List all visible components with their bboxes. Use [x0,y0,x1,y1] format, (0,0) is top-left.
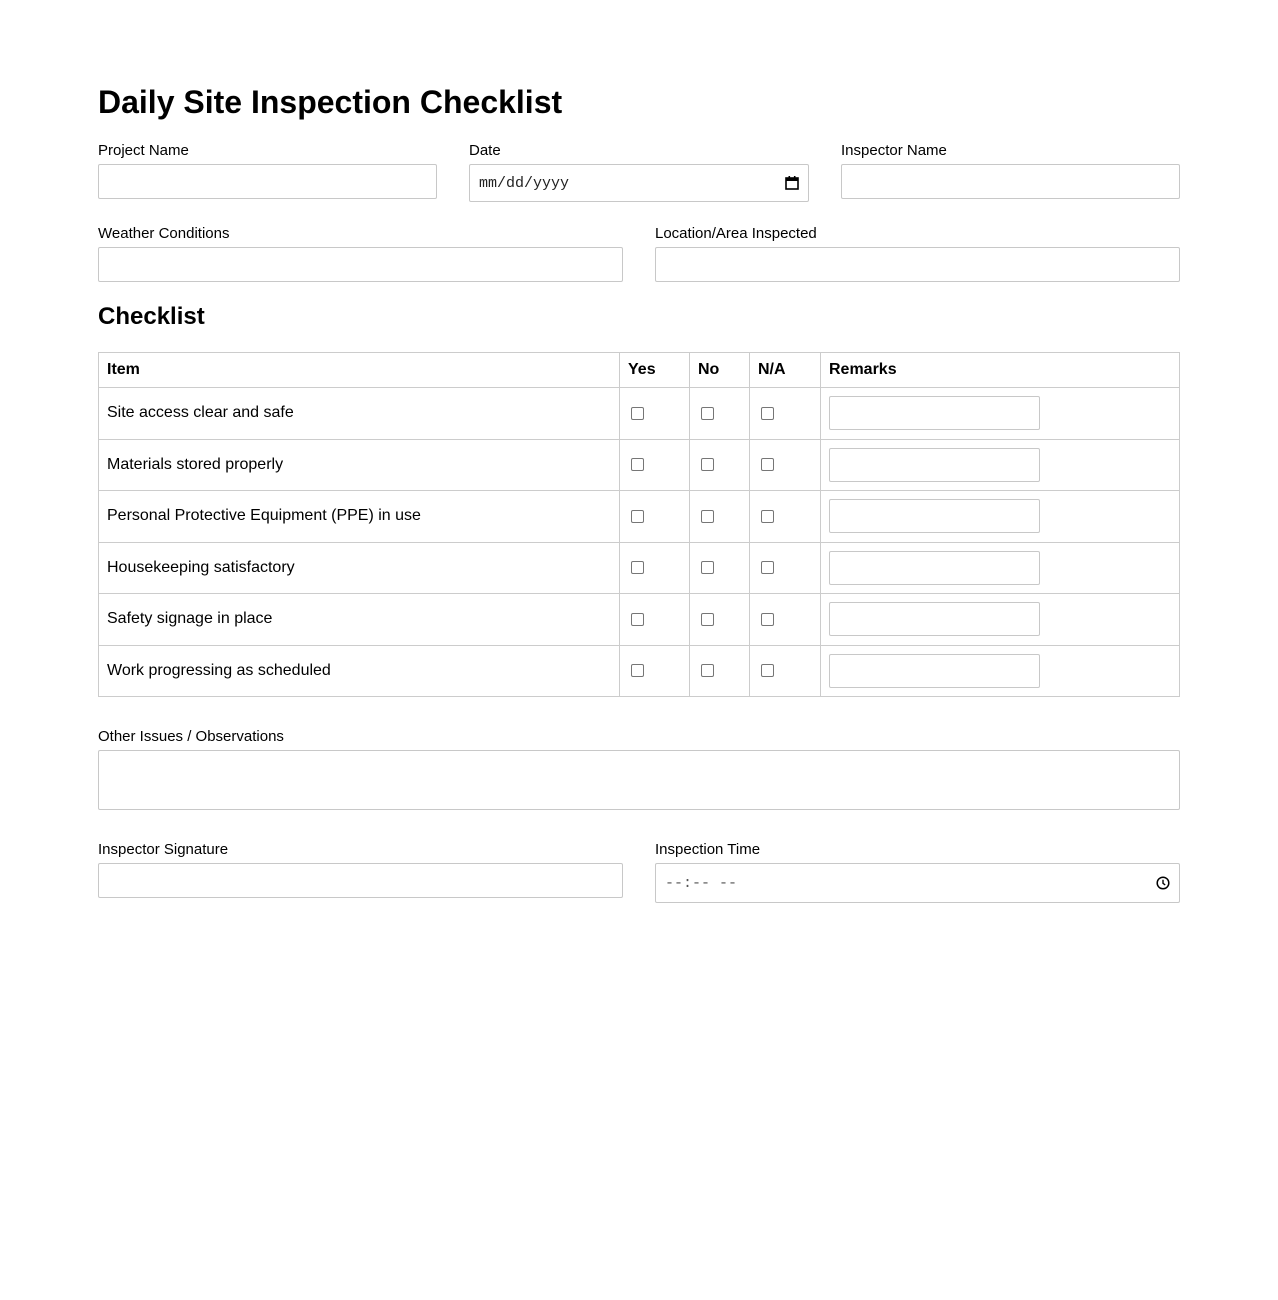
location-input[interactable] [655,247,1180,282]
table-row [99,388,1180,440]
table-header-row [99,353,1180,388]
time-placeholder: --:-- -- [665,874,738,892]
table-row [99,542,1180,594]
no-checkbox[interactable] [701,613,714,626]
column-header-item: Item [99,353,620,388]
signature-label: Inspector Signature [98,841,229,858]
weather-field [98,225,623,282]
na-checkbox[interactable] [761,613,774,626]
calendar-icon[interactable] [784,175,800,191]
table-row [99,645,1180,697]
checklist-heading: Checklist [98,303,205,330]
inspection-time-field [655,841,1180,903]
no-checkbox[interactable] [701,561,714,574]
column-header-remarks: Remarks [821,353,1180,388]
clock-icon[interactable] [1155,875,1171,891]
observations-field [98,728,1180,810]
yes-checkbox[interactable] [631,458,644,471]
na-checkbox[interactable] [761,510,774,523]
na-checkbox[interactable] [761,664,774,677]
project-name-input[interactable] [98,164,437,199]
signature-field [98,841,623,898]
na-checkbox[interactable] [761,407,774,420]
project-name-field [98,142,437,199]
remarks-input[interactable] [829,448,1040,482]
table-row [99,491,1180,543]
item-label: Personal Protective Equipment (PPE) in use [99,491,620,543]
observations-textarea[interactable] [98,750,1180,810]
column-header-no: No [690,353,750,388]
yes-checkbox[interactable] [631,510,644,523]
na-checkbox[interactable] [761,561,774,574]
project-name-label: Project Name [98,142,189,159]
inspection-time-input[interactable] [655,863,1180,903]
weather-input[interactable] [98,247,623,282]
inspector-name-label: Inspector Name [841,142,947,159]
remarks-input[interactable] [829,396,1040,430]
inspection-time-label: Inspection Time [655,841,761,858]
remarks-input[interactable] [829,499,1040,533]
column-header-na: N/A [750,353,821,388]
item-label: Housekeeping satisfactory [99,542,620,594]
yes-checkbox[interactable] [631,664,644,677]
yes-checkbox[interactable] [631,561,644,574]
item-label: Materials stored properly [99,439,620,491]
checklist-table [98,352,1180,697]
no-checkbox[interactable] [701,458,714,471]
table-row [99,439,1180,491]
table-row [99,594,1180,646]
location-label: Location/Area Inspected [655,225,817,242]
item-label: Work progressing as scheduled [99,645,620,697]
no-checkbox[interactable] [701,664,714,677]
date-field [469,142,809,202]
inspector-name-input[interactable] [841,164,1180,199]
item-label: Site access clear and safe [99,388,620,440]
date-placeholder: mm/dd/yyyy [479,174,570,192]
location-field [655,225,1180,282]
item-label: Safety signage in place [99,594,620,646]
na-checkbox[interactable] [761,458,774,471]
yes-checkbox[interactable] [631,613,644,626]
remarks-input[interactable] [829,551,1040,585]
column-header-yes: Yes [620,353,690,388]
signature-input[interactable] [98,863,623,898]
remarks-input[interactable] [829,602,1040,636]
no-checkbox[interactable] [701,407,714,420]
date-input[interactable] [469,164,809,202]
no-checkbox[interactable] [701,510,714,523]
yes-checkbox[interactable] [631,407,644,420]
page-title: Daily Site Inspection Checklist [98,84,563,120]
remarks-input[interactable] [829,654,1040,688]
observations-label: Other Issues / Observations [98,728,284,745]
inspector-name-field [841,142,1180,199]
date-label: Date [469,142,501,159]
weather-label: Weather Conditions [98,225,230,242]
